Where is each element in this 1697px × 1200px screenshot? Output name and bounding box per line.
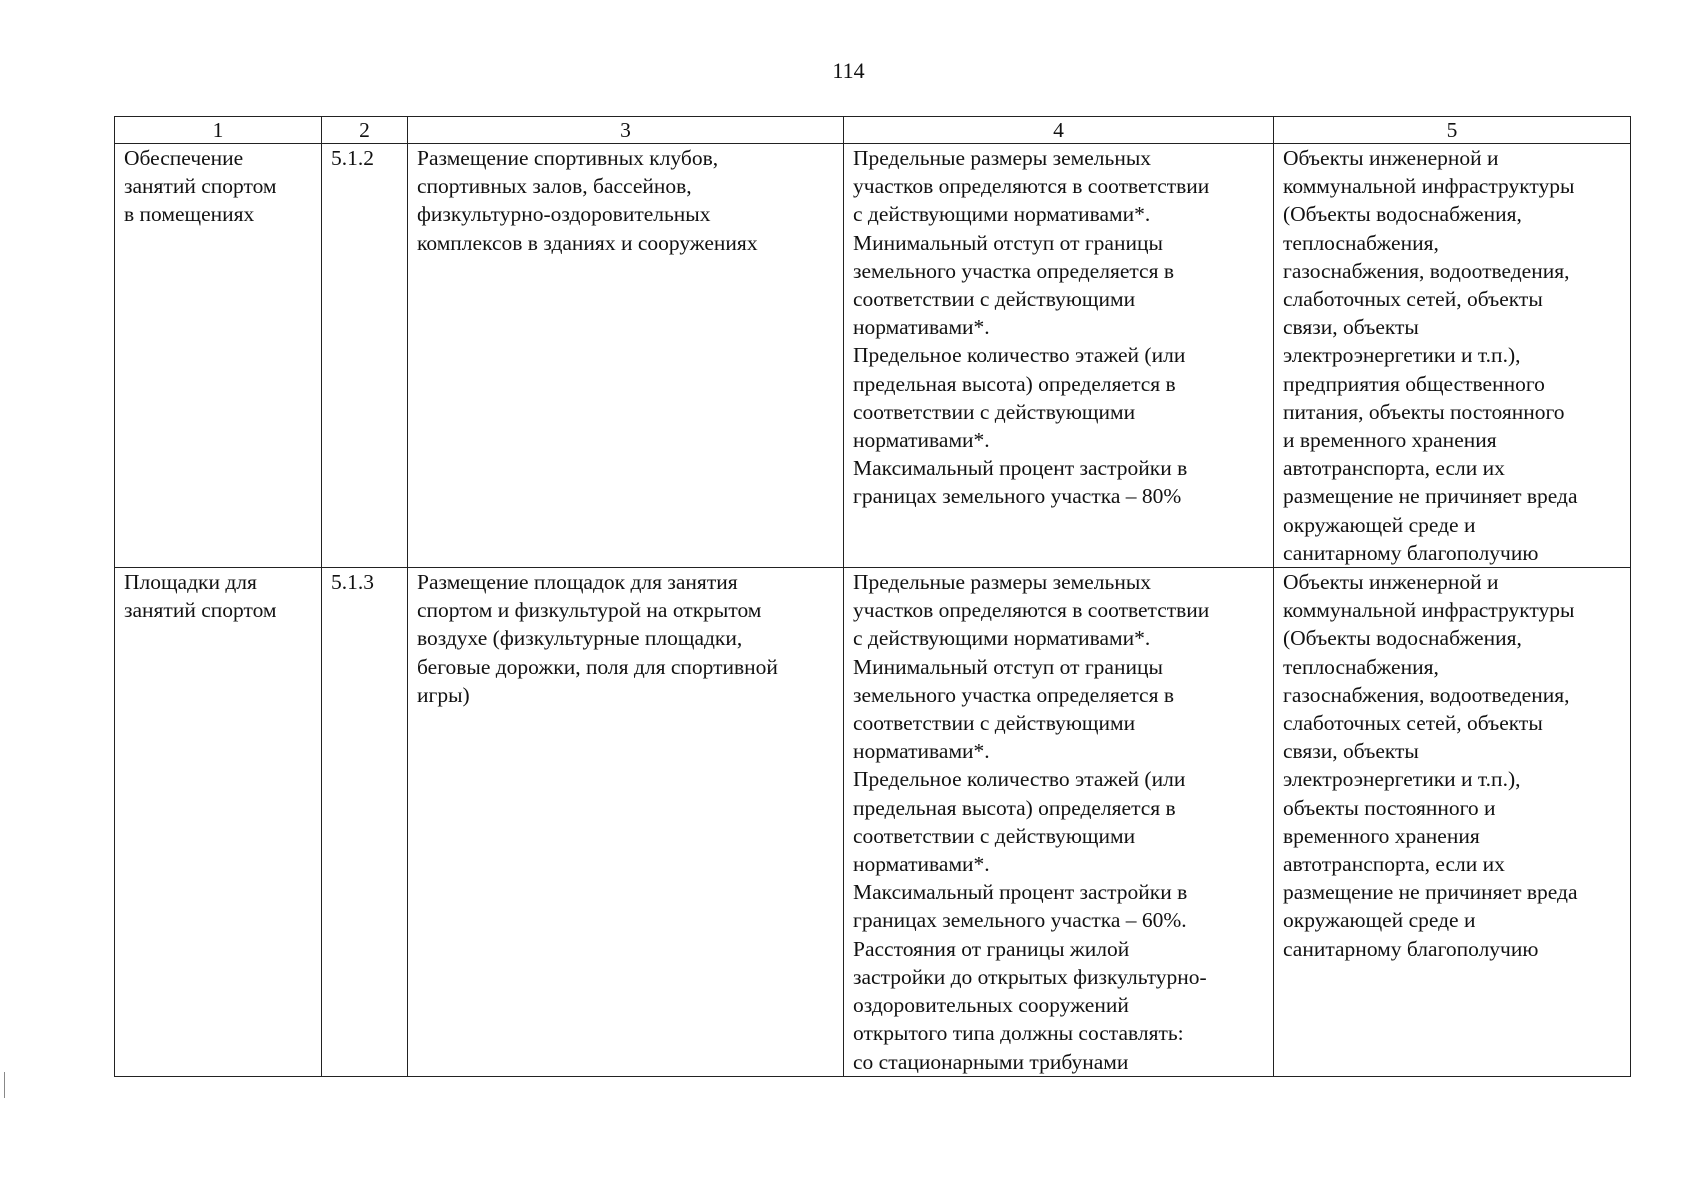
column-header: 4: [844, 117, 1274, 144]
use-code-text: 5.1.3: [331, 570, 374, 595]
use-description-text: Размещение площадок для занятия спортом и физкультурой на открытом воздухе (физкультурные площадки, беговые дорожки, поля для спортивной игры): [417, 570, 778, 707]
column-header: 2: [322, 117, 408, 144]
column-header: 3: [408, 117, 844, 144]
use-parameters-cell: [844, 568, 1274, 1077]
use-parameters-text: Предельные размеры земельных участков определяются в соответствии с действующими нормативами*. Минимальный отступ от границы земельного участка определяется в соответствии с действующими нормативами*. Предельное количество этажей (или предельная высота) определяется в соответствии с действующими нормативами*. Максимальный процент застройки в границах земельного участка – 60%. Расстояния от границы жилой застройки до открытых физкультурно- оздоровительных сооружений открытого типа должны составлять: со стационарными трибунами: [853, 570, 1210, 1074]
auxiliary-uses-cell: [1274, 568, 1631, 1077]
land-use-table: [114, 116, 1631, 1077]
use-code-cell: [322, 568, 408, 1077]
use-name-text: Обеспечение занятий спортом в помещениях: [124, 146, 277, 227]
use-parameters-cell: [844, 144, 1274, 568]
table-row: [115, 144, 1631, 568]
column-header: 1: [115, 117, 322, 144]
column-header: 5: [1274, 117, 1631, 144]
use-code-cell: [322, 144, 408, 568]
use-name-cell: [115, 144, 322, 568]
auxiliary-uses-cell: [1274, 144, 1631, 568]
page-number: 114: [832, 58, 865, 83]
table-header-row: [115, 117, 1631, 144]
use-name-cell: [115, 568, 322, 1077]
scan-margin-mark: [4, 1072, 11, 1098]
use-code-text: 5.1.2: [331, 146, 374, 170]
use-description-text: Размещение спортивных клубов, спортивных залов, бассейнов, физкультурно-оздоровительных комплексов в зданиях и сооружениях: [417, 146, 758, 255]
table-row: [115, 568, 1631, 1077]
use-name-text: Площадки для занятий спортом: [124, 570, 277, 623]
use-description-cell: [408, 568, 844, 1077]
use-parameters-text: Предельные размеры земельных участков определяются в соответствии с действующими нормативами*. Минимальный отступ от границы земельного участка определяется в соответствии с действующими нормативами*. Предельное количество этажей (или предельная высота) определяется в соответствии с действующими нормативами*. Максимальный процент застройки в границах земельного участка – 80%: [853, 146, 1210, 509]
use-description-cell: [408, 144, 844, 568]
auxiliary-uses-text: Объекты инженерной и коммунальной инфраструктуры (Объекты водоснабжения, теплоснабжения, газоснабжения, водоотведения, слаботочных сетей, объекты связи, объекты электроэнергетики и т.п.), предприятия общественного питания, объекты постоянного и временного хранения автотранспорта, если их размещение не причиняет вреда окружающей среде и санитарному благополучию: [1283, 146, 1578, 565]
auxiliary-uses-text: Объекты инженерной и коммунальной инфраструктуры (Объекты водоснабжения, теплоснабжения, газоснабжения, водоотведения, слаботочных сетей, объекты связи, объекты электроэнергетики и т.п.), объекты постоянного и временного хранения автотранспорта, если их размещение не причиняет вреда окружающей среде и санитарному благополучию: [1283, 570, 1578, 961]
